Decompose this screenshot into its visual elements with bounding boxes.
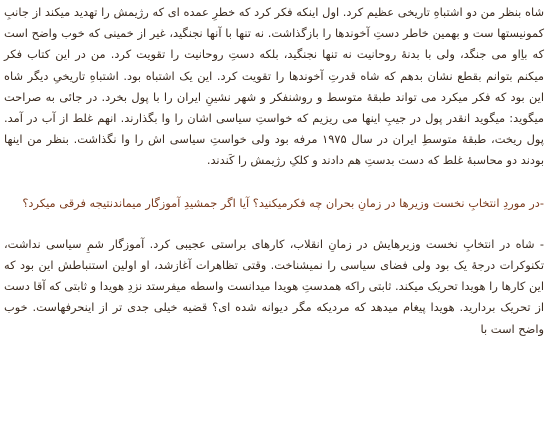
- paragraph-shah-mistakes: شاه بنظر من دو اشتباهِ تاریخی عظیم کرد. اول اینکه فکر کرد که خطرِ عمده ای که رژیمش را تهدید میکند از جانبِ کمونیستها ست و بهمین خاطر دستِ آخوندها را بازگذاشت. نه تنها با آنها نجنگید، غیر از خمینی که خوب واضح است که باِاو می جنگد، ولی با بدنهٔ روحانیت نه تنها نجنگید، بلکه دستِ روحانیت را تقویت کرد. من در این کتاب فکر میکنم بتوانم بقطع نشان بدهم که شاه قدرتِ آخوندها را تقویت کرد. این یک اشتباه بود. اشتباهِ تاریخیِ دیگر شاه این بود که فکر میکرد می تواند طبقهٔ متوسط و روشنفکر و شهر نشینِ ایران را با پول بخرد. در جائی به صراحت میگوید: میگوید انقدر پول در جیبِ اینها می ریزیم که خواستِ سیاسی اشان را وا بگذارند. انهم غلط از آب در آمد. پول ریخت، طبقهٔ متوسطِ ایران در سال ۱۹۷۵ مرفه بود ولی خواستِ سیاسی اش را وا نگذاشت. بنظر من اینها بودند دو محاسبهٔ غلط که دست بدستِ هم دادند و کلکِ رژیمش را کَندند.: [4, 5, 544, 168]
- paragraph-answer-prime-ministers: - شاه در انتخابِ نخست وزیرهایش در زمانِ انقلاب، کارهای براستی عجیبی کرد. آموزگار شمِ سیاسی نداشت، تکنوکرات درجهٔ یک بود ولی فضای سیاسی را نمیشناخت. وقتی تظاهرات آغازشد، او اولین استنباطش این بود که این کارها را هویدا تحریک میکند. ثابتی راکه همدستِ هویدا میدانست واسطه میفرستد نزدِ هویدا و ثابتی که آقا دست از تحریک بردارید. هویدا پیغام میدهد که مردیکه مگر دیوانه شده ای؟ قضیه خیلی جدی تر از اینحرفهاست. خوب واضح است با: [4, 236, 544, 336]
- paragraph-question-prime-ministers: -در موردِ انتخابِ نخست وزیرها در زمانِ بحران چه فکرمیکنید؟ آیا اگر جمشیدِ آموزگار میماندنتیجه فرقی میکرد؟: [22, 195, 544, 210]
